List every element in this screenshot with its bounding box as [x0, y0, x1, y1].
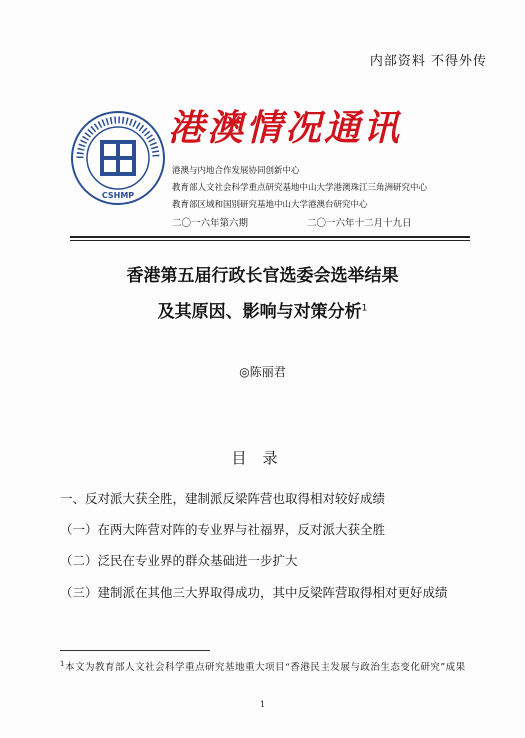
- cshmp-logo: [70, 110, 166, 206]
- page-number: 1: [259, 700, 266, 709]
- organization-line: 教育部区域和国别研究基地中山大学港澳台研究中心: [172, 200, 368, 210]
- table-of-contents: [60, 489, 470, 608]
- footnote-marker: 1: [361, 303, 368, 314]
- organization-list: [172, 163, 427, 214]
- logo-text: CSHMP: [101, 191, 135, 200]
- toc-heading: 目录: [231, 449, 294, 467]
- organization-line: 教育部人文社会科学重点研究基地中山大学港澳珠江三角洲研究中心: [172, 183, 428, 193]
- toc-item[interactable]: （一）在两大阵营对阵的专业界与社福界，反对派大获全胜: [60, 522, 386, 537]
- toc-item[interactable]: （三）建制派在其他三大界取得成功，其中反梁阵营取得相对更好成绩: [60, 585, 448, 600]
- issue-date: 二〇一六年十二月十九日: [307, 218, 412, 229]
- footnote-number: 1: [60, 660, 65, 668]
- article-title-line2: 及其原因、影响与对策分析$^1$: [157, 302, 368, 322]
- organization-line: 港澳与内地合作发展协同创新中心: [172, 166, 300, 176]
- issue-info: [172, 215, 412, 229]
- toc-item[interactable]: （二）泛民在专业界的群众基础进一步扩大: [60, 553, 298, 568]
- confidential-notice: 内部资料 不得外传: [369, 54, 487, 69]
- footnote-rule: [60, 650, 210, 651]
- issue-number: 二〇一六年第六期: [172, 218, 249, 229]
- footnote: [60, 656, 470, 676]
- footnote-text: 本文为教育部人文社会科学重点研究基地重大项目“香港民主发展与政治生态变化研究”成果: [64, 662, 466, 674]
- header-rule: [70, 236, 470, 238]
- article-title-line1: 香港第五届行政长官选委会选举结果: [126, 266, 399, 286]
- author: ◎陈丽君: [239, 365, 286, 379]
- toc-item[interactable]: 一、反对派大获全胜，建制派反梁阵营也取得相对较好成绩: [60, 491, 386, 506]
- masthead-title: 港澳情况通讯: [168, 107, 403, 149]
- header-rule-thin: [70, 240, 470, 241]
